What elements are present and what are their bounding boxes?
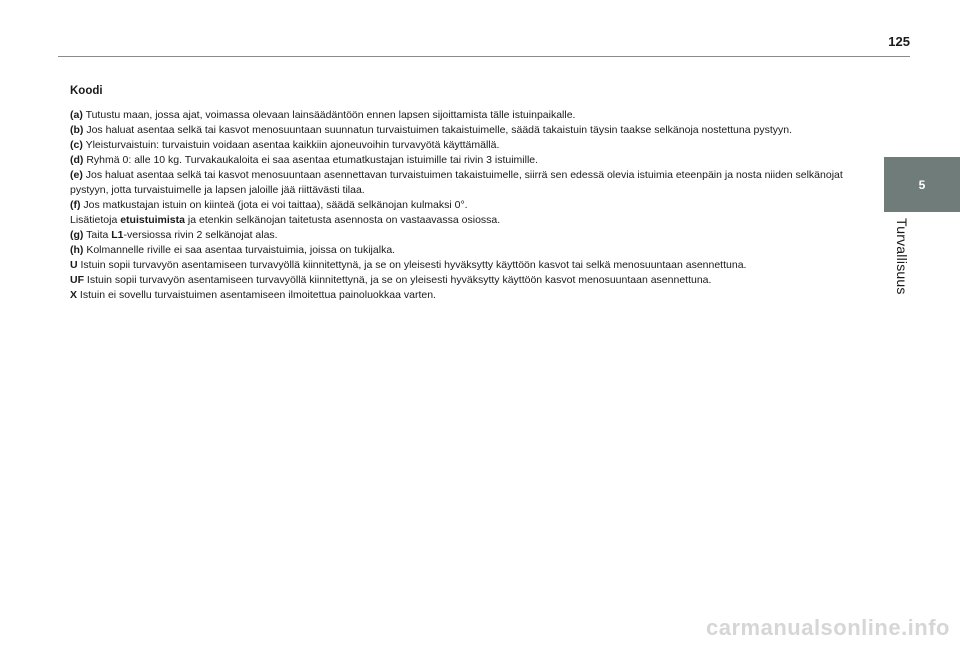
note-d: (d) Ryhmä 0: alle 10 kg. Turvakaukaloita ei saa asentaa etumatkustajan istuimille tai rivin 3 istuimille. [70,154,539,166]
chapter-tab[interactable] [884,157,960,212]
note-f: (f) Jos matkustajan istuin on kiinteä (jota ei voi taittaa), säädä selkänojan kulmaksi 0°. [70,199,468,211]
page-number: 125 [888,34,910,49]
note-c: (c) Yleisturvaistuin: turvaistuin voidaan asentaa kaikkiin ajoneuvoihin turvavyötä käyttämällä. [70,139,500,151]
note-u: U Istuin sopii turvavyön asentamiseen turvavyöllä kiinnitettynä, ja se on yleisesti hyväksytty käyttöön kasvot tai selkä menosuuntaan asennettuna. [70,259,747,271]
note-b: (b) Jos haluat asentaa selkä tai kasvot menosuuntaan suunnatun turvaistuimen takaistuimelle, säädä takaistuin täysin taakse selkänoja nostettuna pystyyn. [70,124,793,136]
note-e: (e) Jos haluat asentaa selkä tai kasvot menosuuntaan asennettavan turvaistuimen takaistuimelle, siirrä sen edessä olevia istuimia eteenpäin ja nosta niiden selkänojat pystyyn, jotta turvaistuimelle ja lapsen jaloille jää riittävästi tilaa. [70,169,843,196]
etuistuimista-link[interactable]: etuistuimista [120,214,185,226]
note-more-info: Lisätietoja etuistuimista ja etenkin selkänojan taitetusta asennosta on vastaavassa osiossa. [70,214,501,226]
chapter-title: Turvallisuus [894,218,910,295]
top-divider [58,56,910,57]
note-a: (a) Tutustu maan, jossa ajat, voimassa olevaan lainsäädäntöön ennen lapsen sijoittamista tälle istuinpaikalle. [70,109,576,121]
note-g: (g) Taita L1-versiossa rivin 2 selkänojat alas. [70,229,278,241]
chapter-number: 5 [918,177,926,192]
section-heading: Koodi [70,85,103,97]
note-x: X Istuin ei sovellu turvaistuimen asentamiseen ilmoitettua painoluokkaa varten. [70,289,436,301]
note-h: (h) Kolmannelle riville ei saa asentaa turvaistuimia, joissa on tukijalka. [70,244,396,256]
note-uf: UF Istuin sopii turvavyön asentamiseen turvavyöllä kiinnitettynä, ja se on yleisesti hyväksytty käyttöön kasvot menosuuntaan asennettuna. [70,274,712,286]
notes-list [70,108,860,303]
watermark: carmanualsonline.info [706,615,950,640]
